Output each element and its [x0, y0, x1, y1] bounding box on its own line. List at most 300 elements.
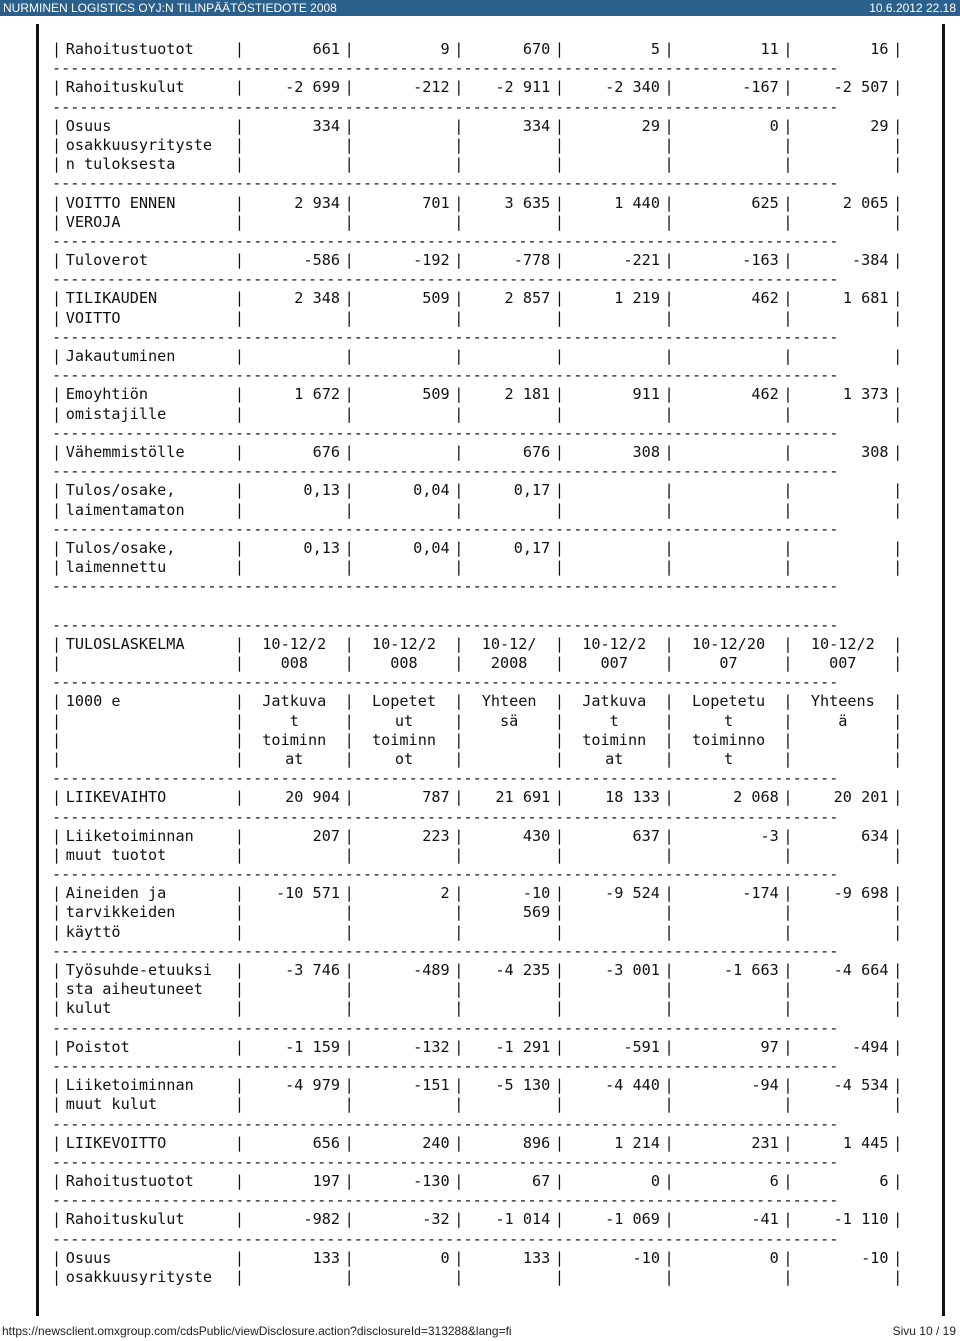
value-cell: t — [723, 749, 734, 768]
value-cell: 29 — [870, 116, 889, 135]
cell-border: | — [454, 1268, 464, 1286]
cell-border: | — [52, 730, 62, 749]
table-row-line — [52, 712, 902, 731]
cell-border: | — [783, 999, 793, 1018]
value-cell: 0,13 — [303, 538, 340, 557]
cell-border: | — [344, 442, 354, 461]
cell-border: | — [554, 116, 564, 135]
value-cell: 2 181 — [504, 385, 551, 404]
cell-border: | — [234, 1076, 245, 1095]
value-cell: 1 214 — [614, 1133, 660, 1152]
cell-border: | — [454, 711, 464, 730]
cell-border: | — [454, 404, 464, 423]
value-cell: -41 — [751, 1210, 779, 1229]
cell-border: | — [664, 922, 674, 941]
value-cell: 656 — [312, 1133, 340, 1152]
cell-border: | — [454, 481, 464, 500]
cell-border: | — [554, 922, 564, 941]
rule-line: -------------------------------------------------------------------------------------- — [52, 59, 839, 78]
cell-border: | — [554, 442, 564, 461]
browser-print-footer — [0, 1322, 960, 1340]
cell-border: | — [234, 40, 245, 58]
cell-border: | — [664, 1133, 674, 1152]
rule-line: -------------------------------------------------------------------------------------- — [52, 1229, 839, 1248]
value-cell: -1 069 — [605, 1210, 660, 1229]
cell-border: | — [344, 1037, 354, 1056]
cell-border: | — [554, 500, 564, 519]
cell-border: | — [664, 116, 674, 135]
value-cell: 430 — [522, 826, 551, 845]
cell-border: | — [893, 481, 903, 500]
page-number: Sivu 10 / 19 — [892, 1324, 956, 1338]
cell-border: | — [52, 999, 62, 1018]
cell-border: | — [554, 1210, 564, 1229]
cell-border: | — [454, 385, 464, 404]
value-cell: toiminn — [582, 730, 647, 749]
browser-print-header — [0, 0, 960, 16]
value-cell: -2 507 — [833, 78, 889, 97]
cell-border: | — [783, 558, 793, 577]
cell-border: | — [554, 1172, 564, 1191]
cell-border: | — [554, 826, 564, 845]
cell-border: | — [893, 980, 903, 999]
cell-border: | — [234, 212, 245, 231]
cell-border: | — [344, 40, 354, 58]
cell-border: | — [783, 385, 793, 404]
cell-border: | — [234, 692, 245, 711]
cell-border: | — [234, 654, 245, 672]
value-cell: 007 — [829, 654, 857, 672]
left-margin-rule — [36, 24, 39, 1316]
cell-border: | — [664, 1095, 674, 1114]
value-cell: -4 440 — [605, 1076, 660, 1095]
cell-border: | — [893, 788, 903, 807]
cell-border: | — [783, 135, 793, 154]
cell-border: | — [344, 730, 354, 749]
cell-border: | — [234, 1268, 245, 1286]
cell-border: | — [234, 289, 245, 308]
cell-border: | — [344, 1268, 354, 1286]
cell-border: | — [454, 1076, 464, 1095]
cell-border: | — [893, 903, 903, 922]
cell-border: | — [52, 1210, 62, 1229]
value-cell: -4 664 — [833, 961, 889, 979]
row-label: laimentamaton — [65, 500, 185, 519]
cell-border: | — [554, 884, 564, 903]
cell-border: | — [783, 1268, 793, 1286]
value-cell: at — [605, 749, 624, 768]
value-cell: -2 340 — [605, 78, 660, 97]
cell-border: | — [664, 500, 674, 519]
table-row-line — [52, 40, 902, 59]
cell-border: | — [554, 289, 564, 308]
cell-border: | — [454, 558, 464, 577]
value-cell: -3 — [760, 826, 779, 845]
value-cell: 6 — [769, 1172, 779, 1191]
value-cell: 07 — [719, 654, 738, 672]
cell-border: | — [234, 78, 245, 97]
value-cell: toiminn — [262, 730, 327, 749]
cell-border: | — [893, 538, 903, 557]
cell-border: | — [554, 1268, 564, 1286]
cell-border: | — [344, 1133, 354, 1152]
value-cell: 2008 — [490, 654, 528, 672]
table-row-line — [52, 405, 902, 424]
table-row-line — [52, 635, 902, 654]
cell-border: | — [234, 481, 245, 500]
table-row-line — [52, 923, 902, 942]
value-cell: 1 681 — [842, 289, 889, 308]
cell-border: | — [893, 500, 903, 519]
value-cell: -1 663 — [723, 961, 779, 979]
cell-border: | — [554, 730, 564, 749]
row-label: Poistot — [65, 1037, 130, 1056]
cell-border: | — [344, 999, 354, 1018]
cell-border: | — [783, 788, 793, 807]
cell-border: | — [52, 692, 62, 711]
cell-border: | — [454, 1172, 464, 1191]
cell-border: | — [52, 1095, 62, 1114]
cell-border: | — [454, 903, 464, 922]
cell-border: | — [234, 788, 245, 807]
cell-border: | — [52, 922, 62, 941]
table-row-line — [52, 961, 902, 980]
value-cell: 0,13 — [303, 481, 340, 500]
value-cell: 18 133 — [605, 788, 660, 807]
cell-border: | — [893, 884, 903, 903]
cell-border: | — [52, 845, 62, 864]
cell-border: | — [234, 116, 245, 135]
cell-border: | — [454, 1210, 464, 1229]
value-cell: -163 — [742, 251, 779, 270]
cell-border: | — [664, 788, 674, 807]
cell-border: | — [454, 654, 464, 672]
row-label: Tuloverot — [65, 251, 149, 270]
cell-border: | — [344, 634, 354, 653]
cell-border: | — [664, 654, 674, 672]
cell-border: | — [554, 212, 564, 231]
cell-border: | — [454, 788, 464, 807]
value-cell: -591 — [623, 1037, 660, 1056]
value-cell: 625 — [751, 193, 779, 212]
cell-border: | — [52, 538, 62, 557]
cell-border: | — [344, 692, 354, 711]
cell-border: | — [454, 40, 464, 58]
rule-line: -------------------------------------------------------------------------------------- — [52, 1152, 839, 1171]
value-cell: 10-12/2 — [582, 634, 647, 653]
row-label: LIIKEVAIHTO — [65, 788, 167, 807]
cell-border: | — [783, 538, 793, 557]
row-label: n tuloksesta — [65, 155, 176, 174]
cell-border: | — [344, 654, 354, 672]
value-cell: 2 857 — [504, 289, 551, 308]
cell-border: | — [52, 1248, 62, 1267]
cell-border: | — [52, 193, 62, 212]
cell-border: | — [783, 711, 793, 730]
value-cell: 231 — [751, 1133, 779, 1152]
table-row-line — [52, 78, 902, 97]
cell-border: | — [554, 385, 564, 404]
table-row-line — [52, 155, 902, 174]
value-cell: at — [285, 749, 304, 768]
row-label: Liiketoiminnan — [65, 1076, 194, 1095]
table-row-line — [52, 481, 902, 500]
cell-border: | — [344, 193, 354, 212]
cell-border: | — [234, 1248, 245, 1267]
cell-border: | — [344, 116, 354, 135]
cell-border: | — [454, 135, 464, 154]
cell-border: | — [344, 749, 354, 768]
cell-border: | — [234, 1172, 245, 1191]
cell-border: | — [893, 78, 903, 97]
value-cell: 0 — [650, 1172, 660, 1191]
row-label: Rahoituskulut — [65, 1210, 185, 1229]
right-margin-rule — [942, 24, 945, 1316]
cell-border: | — [52, 308, 62, 327]
row-label: Liiketoiminnan — [65, 826, 194, 845]
cell-border: | — [783, 500, 793, 519]
value-cell: 6 — [879, 1172, 889, 1191]
value-cell: 911 — [632, 385, 660, 404]
value-cell: 308 — [861, 442, 889, 461]
cell-border: | — [893, 1248, 903, 1267]
table-row-line — [52, 289, 902, 308]
value-cell: 29 — [641, 116, 660, 135]
value-cell: 637 — [632, 826, 660, 845]
rule-line: -------------------------------------------------------------------------------------- — [52, 615, 839, 634]
table-row-line — [52, 731, 902, 750]
rule-line: -------------------------------------------------------------------------------------- — [52, 423, 839, 442]
value-cell: -4 534 — [833, 1076, 889, 1095]
cell-border: | — [893, 1172, 903, 1191]
cell-border: | — [893, 289, 903, 308]
cell-border: | — [554, 251, 564, 270]
value-cell: 462 — [751, 385, 779, 404]
rule-line: -------------------------------------------------------------------------------------- — [52, 673, 839, 692]
cell-border: | — [554, 135, 564, 154]
table-row-line — [52, 884, 902, 903]
value-cell: -221 — [623, 251, 660, 270]
cell-border: | — [344, 538, 354, 557]
cell-border: | — [52, 481, 62, 500]
cell-border: | — [554, 538, 564, 557]
cell-border: | — [783, 692, 793, 711]
cell-border: | — [344, 922, 354, 941]
value-cell: 9 — [440, 40, 450, 58]
value-cell: 334 — [522, 116, 551, 135]
cell-border: | — [234, 1095, 245, 1114]
value-cell: 008 — [280, 654, 308, 672]
value-cell: 5 — [650, 40, 660, 58]
cell-border: | — [344, 980, 354, 999]
cell-border: | — [554, 40, 564, 58]
cell-border: | — [783, 1095, 793, 1114]
cell-border: | — [893, 212, 903, 231]
value-cell: Jatkuva — [262, 692, 327, 711]
row-label: kulut — [65, 999, 112, 1018]
cell-border: | — [783, 308, 793, 327]
cell-border: | — [893, 961, 903, 979]
cell-border: | — [893, 1095, 903, 1114]
value-cell: 634 — [861, 826, 889, 845]
value-cell: -586 — [303, 251, 340, 270]
cell-border: | — [344, 481, 354, 500]
value-cell: sä — [499, 711, 519, 730]
cell-border: | — [344, 884, 354, 903]
value-cell: 0 — [440, 1248, 450, 1267]
value-cell: -4 235 — [495, 961, 551, 979]
value-cell: -32 — [422, 1210, 450, 1229]
cell-border: | — [554, 78, 564, 97]
cell-border: | — [52, 135, 62, 154]
cell-border: | — [454, 999, 464, 1018]
cell-border: | — [454, 749, 464, 768]
cell-border: | — [783, 251, 793, 270]
cell-border: | — [664, 212, 674, 231]
table-row-line — [52, 1210, 902, 1229]
value-cell: 10-12/20 — [691, 634, 766, 653]
row-label: Vähemmistölle — [65, 442, 185, 461]
value-cell: -94 — [751, 1076, 779, 1095]
cell-border: | — [344, 212, 354, 231]
cell-border: | — [344, 558, 354, 577]
cell-border: | — [783, 347, 793, 365]
cell-border: | — [234, 634, 245, 653]
cell-border: | — [454, 289, 464, 308]
cell-border: | — [893, 404, 903, 423]
cell-border: | — [234, 749, 245, 768]
cell-border: | — [664, 826, 674, 845]
value-cell: toiminn — [371, 730, 436, 749]
cell-border: | — [234, 826, 245, 845]
cell-border: | — [893, 385, 903, 404]
value-cell: -1 159 — [285, 1037, 340, 1056]
cell-border: | — [52, 442, 62, 461]
cell-border: | — [664, 961, 674, 979]
cell-border: | — [664, 404, 674, 423]
row-label: 1000 e — [65, 692, 121, 711]
row-label: muut tuotot — [65, 845, 167, 864]
rule-line: -------------------------------------------------------------------------------------- — [52, 174, 839, 193]
cell-border: | — [783, 155, 793, 174]
value-cell: 197 — [312, 1172, 340, 1191]
cell-border: | — [893, 692, 903, 711]
cell-border: | — [893, 999, 903, 1018]
value-cell: 334 — [312, 116, 340, 135]
cell-border: | — [664, 903, 674, 922]
value-cell: -10 — [632, 1248, 660, 1267]
cell-border: | — [783, 884, 793, 903]
rule-line: -------------------------------------------------------------------------------------- — [52, 231, 839, 250]
row-label: Tulos/osake, — [65, 538, 176, 557]
value-cell: 2 934 — [294, 193, 340, 212]
cell-border: | — [664, 845, 674, 864]
cell-border: | — [454, 347, 464, 365]
cell-border: | — [554, 1037, 564, 1056]
value-cell: 3 635 — [504, 193, 551, 212]
cell-border: | — [893, 1210, 903, 1229]
table-row-line — [52, 788, 902, 807]
cell-border: | — [234, 730, 245, 749]
cell-border: | — [664, 1037, 674, 1056]
cell-border: | — [344, 903, 354, 922]
row-label: Rahoituskulut — [65, 78, 185, 97]
row-label: osakkuusyrityste — [65, 135, 213, 154]
cell-border: | — [893, 442, 903, 461]
value-cell: 661 — [312, 40, 340, 58]
cell-border: | — [454, 1037, 464, 1056]
spacer-line — [52, 596, 902, 615]
cell-border: | — [234, 1037, 245, 1056]
value-cell: 676 — [312, 442, 340, 461]
value-cell: -132 — [413, 1037, 450, 1056]
cell-border: | — [234, 711, 245, 730]
row-label: Rahoitustuotot — [65, 1172, 194, 1191]
cell-border: | — [664, 1248, 674, 1267]
row-label: laimennettu — [65, 558, 167, 577]
row-label: muut kulut — [65, 1095, 158, 1114]
value-cell: -4 979 — [285, 1076, 340, 1095]
cell-border: | — [783, 1037, 793, 1056]
row-label: LIIKEVOITTO — [65, 1133, 167, 1152]
rule-line: -------------------------------------------------------------------------------------- — [52, 366, 839, 385]
cell-border: | — [52, 212, 62, 231]
value-cell: -1 110 — [833, 1210, 889, 1229]
cell-border: | — [454, 980, 464, 999]
cell-border: | — [893, 730, 903, 749]
cell-border: | — [664, 289, 674, 308]
table-row-line — [52, 1134, 902, 1153]
cell-border: | — [783, 1133, 793, 1152]
table-row-line — [52, 654, 902, 673]
table-row-line — [52, 1172, 902, 1191]
cell-border: | — [893, 826, 903, 845]
cell-border: | — [893, 1037, 903, 1056]
row-label: Jakautuminen — [65, 347, 176, 365]
cell-border: | — [234, 845, 245, 864]
cell-border: | — [52, 1076, 62, 1095]
cell-border: | — [234, 903, 245, 922]
cell-border: | — [783, 40, 793, 58]
cell-border: | — [344, 1095, 354, 1114]
cell-border: | — [664, 481, 674, 500]
cell-border: | — [554, 1133, 564, 1152]
cell-border: | — [893, 1076, 903, 1095]
table-row-line — [52, 347, 902, 366]
cell-border: | — [52, 289, 62, 308]
rule-line: -------------------------------------------------------------------------------------- — [52, 1191, 839, 1210]
cell-border: | — [783, 212, 793, 231]
cell-border: | — [234, 980, 245, 999]
value-cell: 223 — [422, 826, 450, 845]
cell-border: | — [783, 1076, 793, 1095]
cell-border: | — [344, 788, 354, 807]
table-row-line — [52, 443, 902, 462]
cell-border: | — [344, 500, 354, 519]
row-label: Tulos/osake, — [65, 481, 176, 500]
row-label: käyttö — [65, 922, 121, 941]
cell-border: | — [783, 922, 793, 941]
table-row-line — [52, 117, 902, 136]
value-cell: Yhteen — [481, 692, 537, 711]
cell-border: | — [454, 1248, 464, 1267]
cell-border: | — [344, 1248, 354, 1267]
value-cell: 207 — [312, 826, 340, 845]
cell-border: | — [783, 404, 793, 423]
cell-border: | — [893, 193, 903, 212]
value-cell: 0,17 — [513, 481, 551, 500]
cell-border: | — [554, 193, 564, 212]
